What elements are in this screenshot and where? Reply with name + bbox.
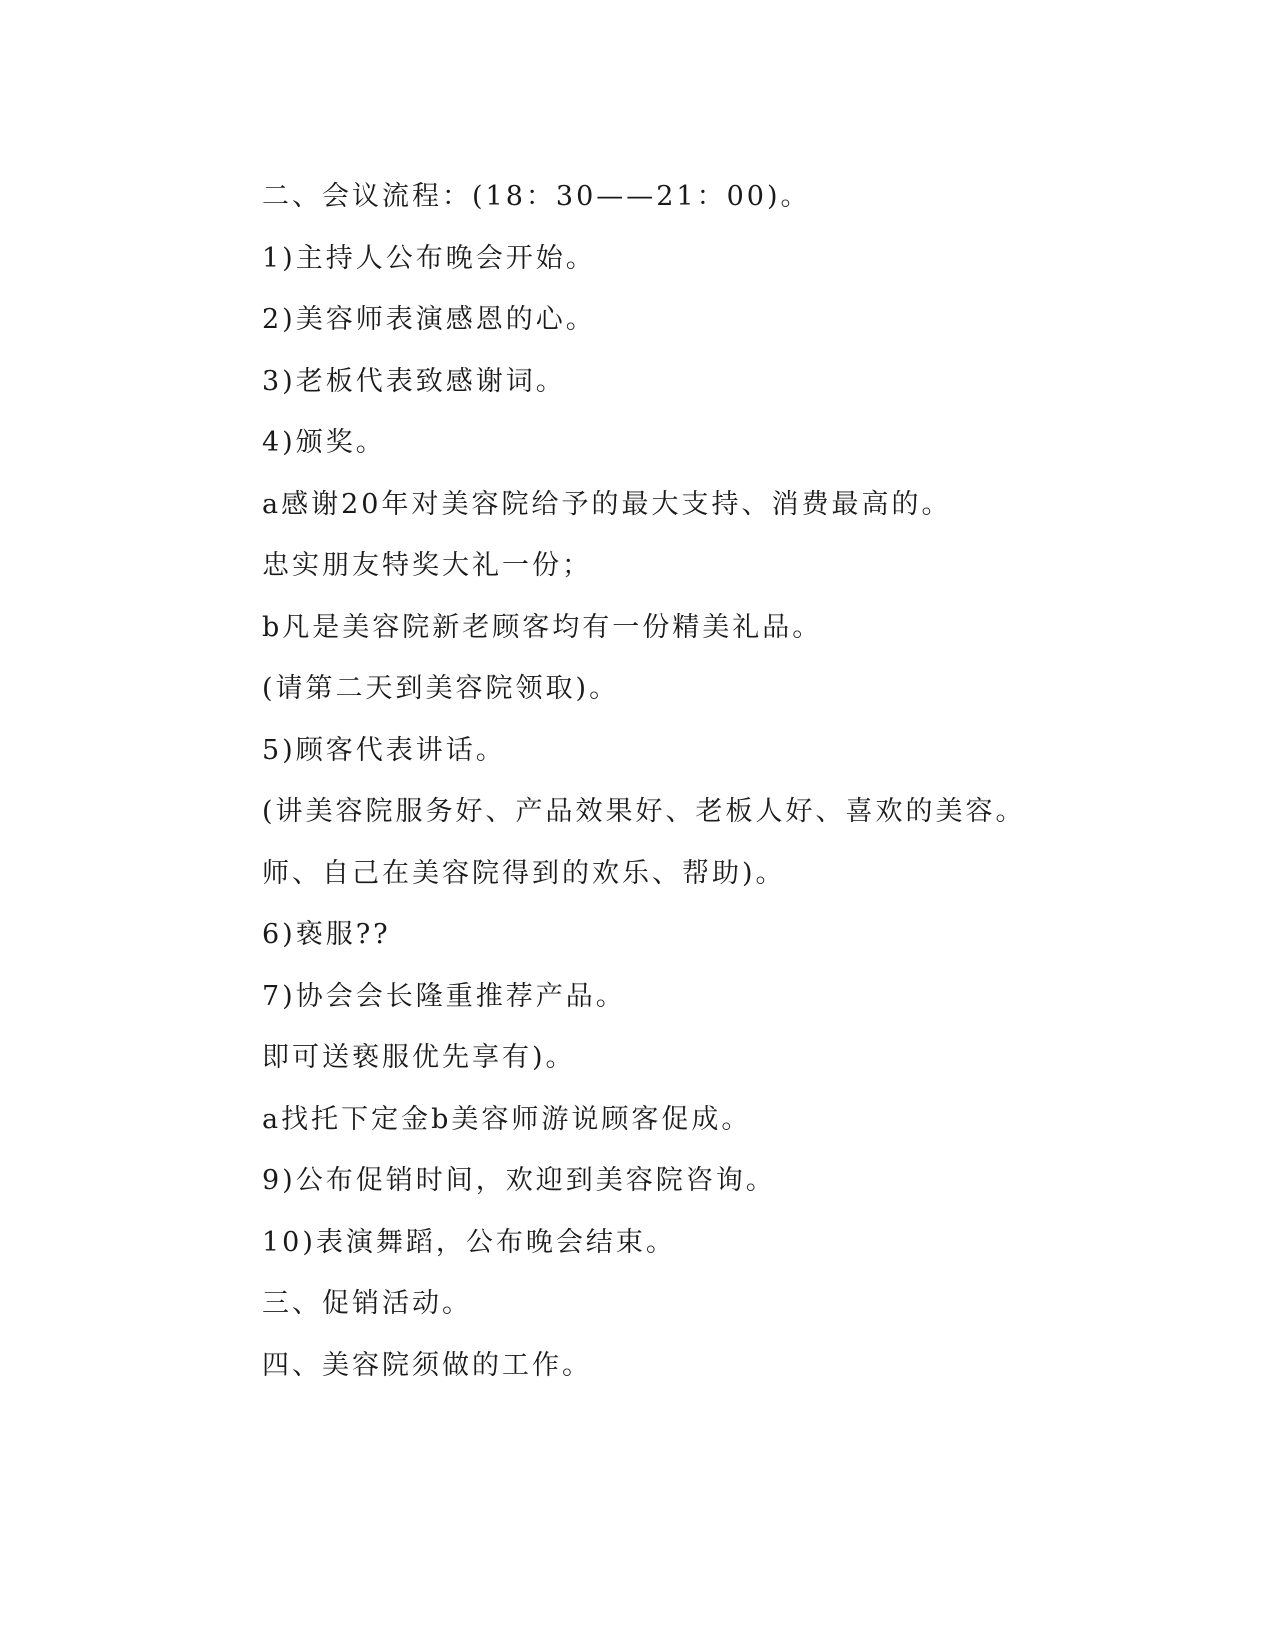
text-line: 6)亵服?? <box>262 919 391 950</box>
text-line: 7)协会会长隆重推荐产品。 <box>262 980 626 1012</box>
section-heading-meeting-process: 二、会议流程：(18：30——21：00)。 <box>262 181 811 212</box>
section-heading-promotion: 三、促销活动。 <box>262 1288 472 1319</box>
text-line: (请第二天到美容院领取)。 <box>262 673 620 704</box>
text-line: 4)颁奖。 <box>262 427 386 458</box>
text-line: b凡是美容院新老顾客均有一份精美礼品。 <box>262 611 823 643</box>
text-line: a感谢20年对美容院给予的最大支持、消费最高的。 <box>262 488 952 520</box>
text-line: 10)表演舞蹈，公布晚会结束。 <box>262 1226 676 1258</box>
text-line: 2)美容师表演感恩的心。 <box>262 304 596 335</box>
text-line: 3)老板代表致感谢词。 <box>262 365 566 397</box>
text-line: 即可送亵服优先享有)。 <box>262 1042 576 1073</box>
text-line: 1)主持人公布晚会开始。 <box>262 242 596 274</box>
text-line: a找托下定金b美容师游说顾客促成。 <box>262 1103 752 1135</box>
text-line: (讲美容院服务好、产品效果好、老板人好、喜欢的美容。 <box>262 796 1026 827</box>
section-heading-salon-work: 四、美容院须做的工作。 <box>262 1349 592 1381</box>
text-line: 9)公布促销时间，欢迎到美容院咨询。 <box>262 1165 776 1196</box>
document-body <box>262 166 1162 1396</box>
text-line: 5)顾客代表讲话。 <box>262 734 506 766</box>
text-line: 忠实朋友特奖大礼一份； <box>262 550 592 581</box>
text-line: 师、自己在美容院得到的欢乐、帮助)。 <box>262 857 786 889</box>
